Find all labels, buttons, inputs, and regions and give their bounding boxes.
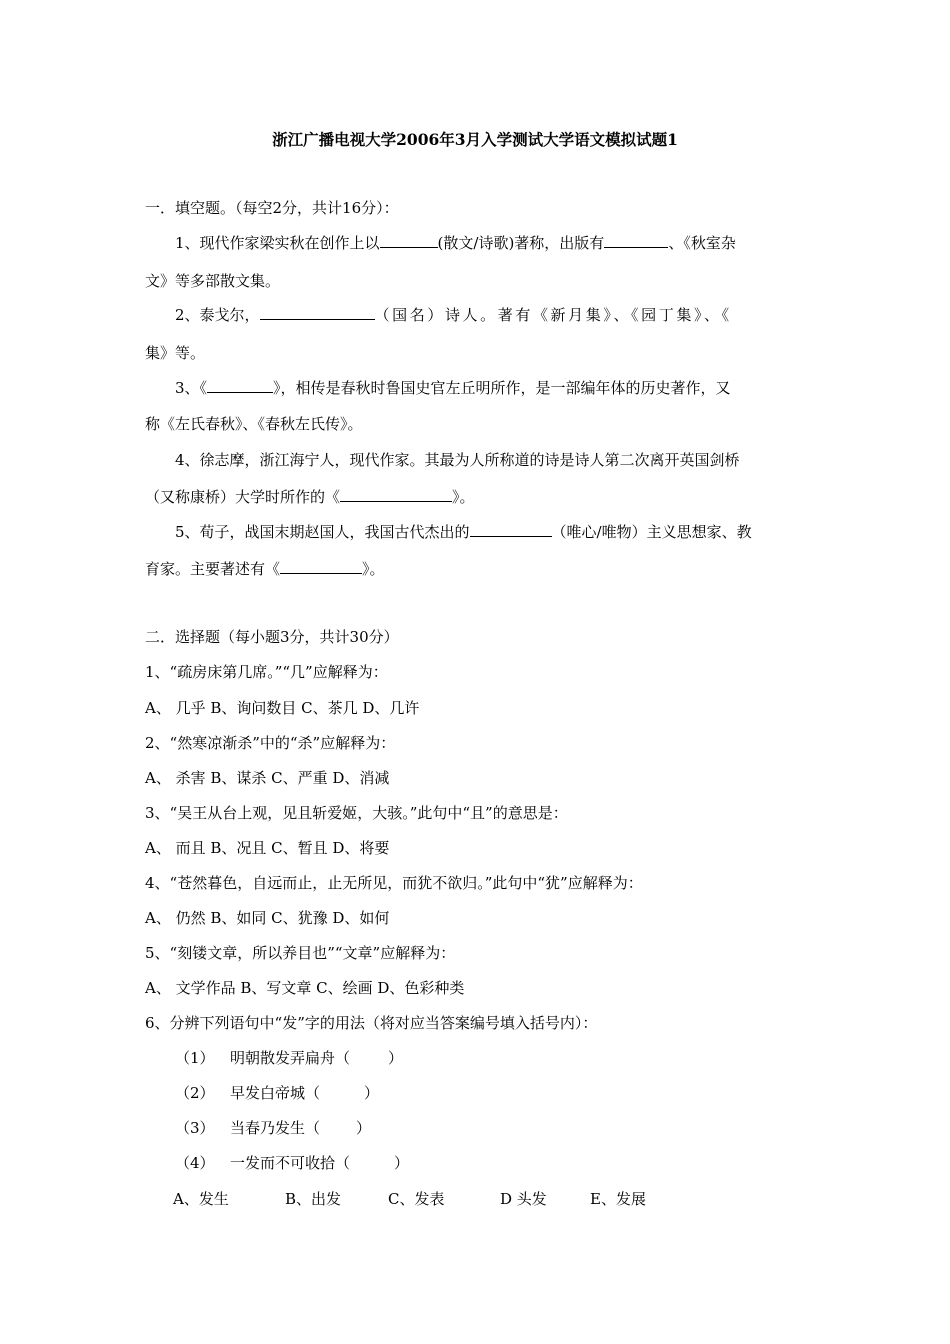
section2-heading: 二．选择题（每小题3分，共计30分） xyxy=(145,628,399,646)
sub-item-number: （2） xyxy=(175,1084,215,1102)
answer-blank xyxy=(207,377,273,393)
choice-options-2: A、 杀害 B、谋杀 C、严重 D、消减 xyxy=(145,769,390,787)
sub-item-number: （3） xyxy=(175,1119,215,1137)
sub-item-text: 早发白帝城（ xyxy=(230,1084,321,1102)
question-4-line-1: 4、徐志摩，浙江海宁人，现代作家。其最为人所称道的诗是诗人第二次离开英国剑桥 xyxy=(175,451,740,469)
answer-blank xyxy=(260,304,375,320)
sub-item-2: （2） 早发白帝城（ ） xyxy=(175,1084,380,1102)
page-title: 浙江广播电视大学2006年3月入学测试大学语文模拟试题1 xyxy=(272,130,678,149)
question-2-text-b: （国名）诗人。著有《新月集》、《园丁集》、《 xyxy=(374,306,732,324)
question-1-line-2: 文》等多部散文集。 xyxy=(145,272,281,290)
answer-blank xyxy=(340,486,452,502)
sub-option-d: D 头发 xyxy=(500,1190,547,1208)
choice-options-1: A、 几乎 B、询问数目 C、茶几 D、几许 xyxy=(145,699,420,717)
question-4-line-2 xyxy=(145,486,475,507)
sub-item-3: （3） 当春乃发生（ ） xyxy=(175,1119,372,1137)
sub-options-row xyxy=(173,1188,646,1209)
question-1-text-b: (散文/诗歌)著称，出版有 xyxy=(437,234,605,252)
question-3-text-b: 》，相传是春秋时鲁国史官左丘明所作，是一部编年体的历史著作，又 xyxy=(273,379,731,397)
question-4-text-b: （又称康桥）大学时所作的《 xyxy=(145,488,341,506)
sub-item-number: （4） xyxy=(175,1154,215,1172)
question-5-text-a: 5、荀子，战国末期赵国人，我国古代杰出的 xyxy=(175,523,470,541)
choice-options-3: A、 而且 B、况且 C、暂且 D、将要 xyxy=(145,839,390,857)
choice-question-1: 1、“疏房床第几席。”“几”应解释为： xyxy=(145,663,388,681)
choice-options-5: A、 文学作品 B、写文章 C、绘画 D、色彩种类 xyxy=(145,979,465,997)
sub-option-b: B、出发 xyxy=(285,1190,342,1208)
sub-option-c: C、发表 xyxy=(388,1190,445,1208)
question-5-text-d: 》。 xyxy=(362,560,385,578)
sub-option-e: E、发展 xyxy=(590,1190,646,1208)
sub-item-text: 明朝散发弄扁舟（ xyxy=(230,1049,351,1067)
choice-question-5: 5、“刻镂文章，所以养目也”“文章”应解释为： xyxy=(145,944,456,962)
sub-item-1: （1） 明朝散发弄扁舟（ ） xyxy=(175,1049,404,1067)
sub-item-number: （1） xyxy=(175,1049,215,1067)
sub-item-4: （4） 一发而不可收拾（ ） xyxy=(175,1154,410,1172)
choice-question-4: 4、“苍然暮色，自远而止，止无所见，而犹不欲归。”此句中“犹”应解释为： xyxy=(145,874,643,892)
question-2-line-1 xyxy=(175,304,732,325)
question-2-line-2: 集》等。 xyxy=(145,344,206,362)
answer-blank xyxy=(470,521,552,537)
choice-options-4: A、 仍然 B、如同 C、犹豫 D、如何 xyxy=(145,909,390,927)
choice-question-6: 6、分辨下列语句中“发”字的用法（将对应当答案编号填入括号内）： xyxy=(145,1014,598,1032)
choice-question-3: 3、“吴王从台上观，见且斩爱姬，大骇。”此句中“且”的意思是： xyxy=(145,804,568,822)
sub-item-text: 当春乃发生（ xyxy=(230,1119,321,1137)
question-5-line-1 xyxy=(175,521,752,542)
question-1-line-1 xyxy=(175,232,736,253)
question-5-text-b: （唯心/唯物）主义思想家、教 xyxy=(551,523,752,541)
answer-blank xyxy=(280,558,362,574)
question-4-text-c: 》。 xyxy=(452,488,475,506)
sub-item-text: 一发而不可收拾（ xyxy=(230,1154,351,1172)
question-3-text-a: 3、《 xyxy=(175,379,208,397)
sub-option-a: A、发生 xyxy=(173,1190,229,1208)
question-2-text-a: 2、泰戈尔， xyxy=(175,306,260,324)
question-3-line-1 xyxy=(175,377,731,398)
question-1-text-a: 1、现代作家梁实秋在创作上以 xyxy=(175,234,380,252)
answer-blank xyxy=(380,232,438,248)
section1-heading: 一．填空题。（每空2分，共计16分）： xyxy=(145,199,399,217)
question-5-text-c: 育家。主要著述有《 xyxy=(145,560,281,578)
question-3-line-2: 称《左氏春秋》、《春秋左氏传》。 xyxy=(145,415,363,433)
question-5-line-2 xyxy=(145,558,385,579)
question-1-text-c: 、《秋室杂 xyxy=(668,234,736,252)
choice-question-2: 2、“然寒凉渐杀”中的“杀”应解释为： xyxy=(145,734,396,752)
answer-blank xyxy=(604,232,668,248)
